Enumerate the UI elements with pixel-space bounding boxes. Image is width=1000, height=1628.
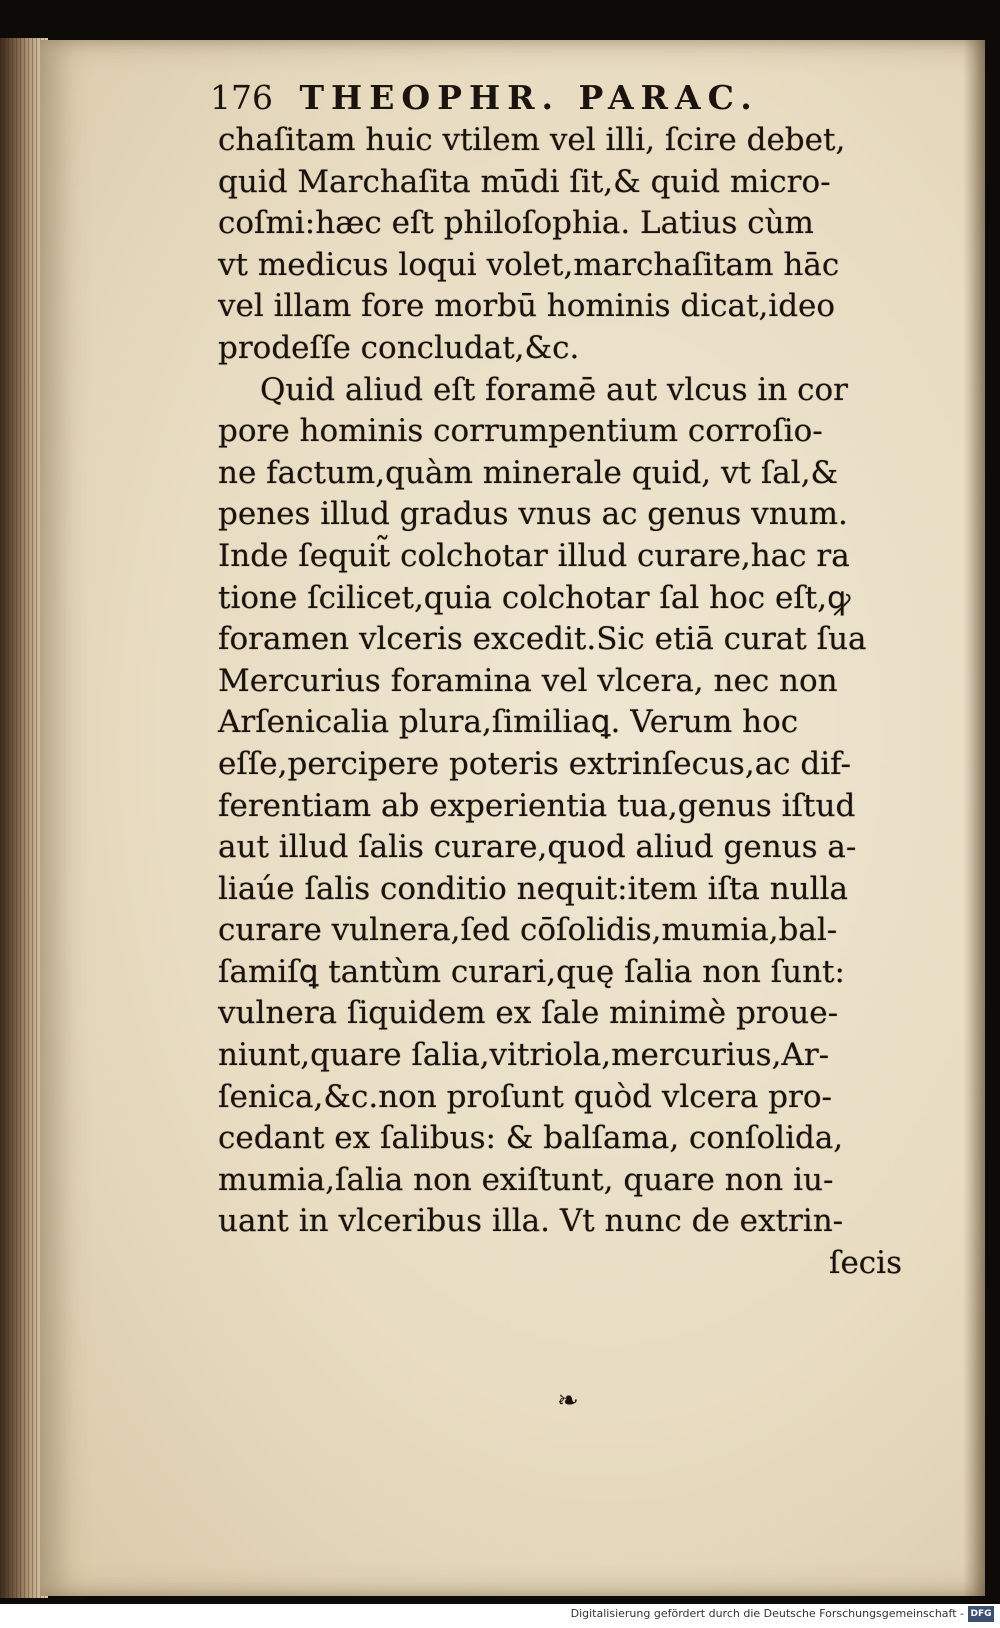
text-line: mumia,ſalia non exiſtunt, quare non iu- [218,1161,834,1198]
text-line: ſamiſꝗ tantùm curari,quę ſalia non ſunt: [218,953,845,990]
running-head [210,78,870,117]
text-line-paragraph-start: Quid aliud eſt foramē aut vlcus in cor [260,371,848,408]
text-line: foramen vlceris excedit.Sic etiā curat ſua [218,621,867,658]
text-line: ſenica,&c.non proſunt quòd vlcera pro- [218,1078,832,1115]
catchword: ſecis [828,1245,902,1282]
text-line: coſmi:hæc eſt philoſophia. Latius cùm [218,205,814,242]
text-line: aut illud ſalis curare,quod aliud genus a- [218,829,857,866]
text-line: penes illud gradus vnus ac genus vnum. [218,496,848,533]
text-line: tione ſcilicet,quia colchotar ſal hoc eſt,ꝙ [218,579,851,616]
digitization-credit: Digitalisierung gefördert durch die Deutsche Forschungsgemeinschaft - [570,1607,964,1620]
running-head-title: THEOPHR. PARAC. [299,78,759,117]
dfg-logo: DFG [968,1606,994,1622]
ornament-mark: ❧ [557,1386,579,1416]
text-line: Arſenicalia plura,ſimiliaꝗ. Verum hoc [218,704,799,741]
text-line: niunt,quare ſalia,vitriola,mercurius,Ar- [218,1037,830,1074]
text-line: Mercurius foramina vel vlcera, nec non [218,662,838,699]
text-line: vulnera ſiquidem ex ſale minimè proue- [218,995,839,1032]
text-line: vt medicus loqui volet,marchaſitam hāc [218,246,840,283]
body-text [218,120,908,1285]
text-line: liaúe ſalis conditio nequit:item iſta nulla [218,870,848,907]
text-line: vel illam fore morbū hominis dicat,ideo [218,288,836,325]
text-line: curare vulnera,ſed cōſolidis,mumia,bal- [218,912,838,949]
text-line: pore hominis corrumpentium corroſio- [218,413,823,450]
text-line: prodeſſe concludat,&c. [218,329,580,366]
page-number: 176 [210,78,273,117]
text-line: chaſitam huic vtilem vel illi, ſcire debet, [218,122,846,158]
text-line: ne factum,quàm minerale quid, vt ſal,& [218,454,839,491]
text-line: ferentiam ab experientia tua,genus iſtud [218,787,856,824]
text-line: Inde ſequit̃ colchotar illud curare,hac ra [218,537,850,574]
text-line: quid Marchaſita mūdi ſit,& quid micro- [218,163,831,200]
text-line: uant in vlceribus illa. Vt nunc de extrin- [218,1203,844,1240]
text-line: eſſe,percipere poteris extrinſecus,ac dif- [218,745,851,782]
text-line: cedant ex ſalibus: & balſama, conſolida, [218,1120,844,1157]
